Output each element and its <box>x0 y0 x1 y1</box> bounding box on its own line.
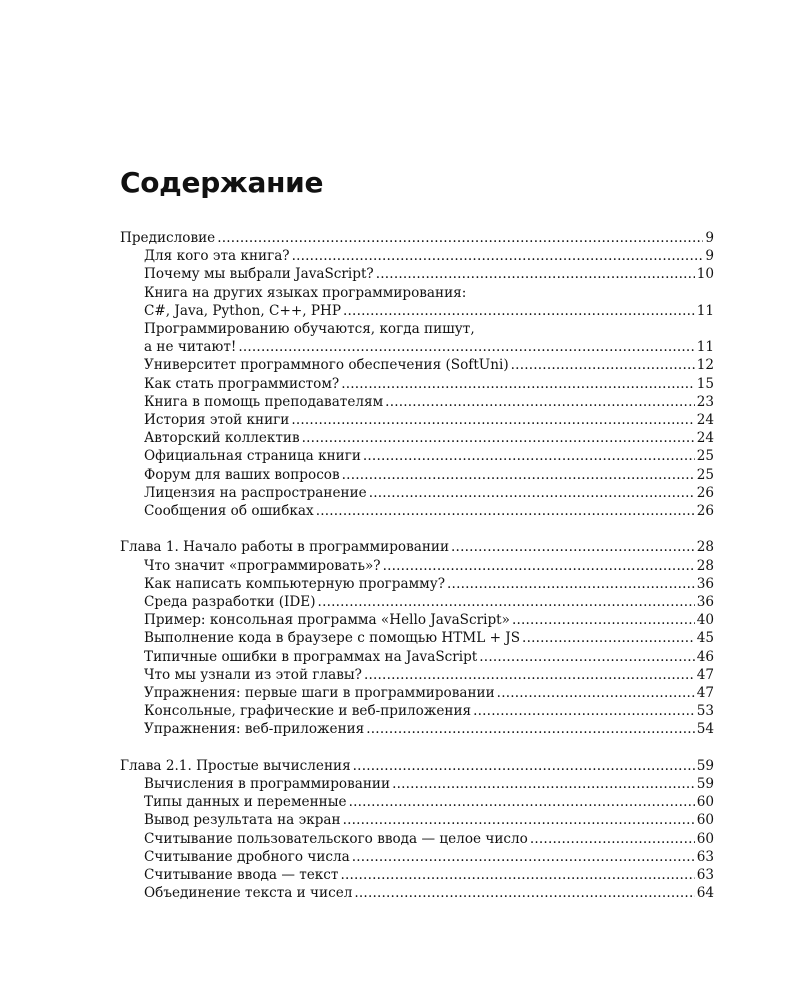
dot-leader <box>364 666 695 684</box>
toc-entry[interactable] <box>120 775 714 793</box>
toc-page-number: 25 <box>696 448 714 465</box>
toc-entry[interactable] <box>120 629 714 647</box>
toc-entry[interactable] <box>120 265 714 283</box>
toc-page-number: 59 <box>696 776 714 793</box>
dot-leader <box>341 375 695 393</box>
toc-entry-label: Лицензия на распространение <box>144 484 367 501</box>
toc-entry-label: Предисловие <box>120 230 216 246</box>
toc-entry[interactable] <box>120 284 714 320</box>
toc-entry-label-line1: Книга на других языках программирования: <box>144 284 467 301</box>
dot-leader <box>369 484 695 502</box>
dot-leader <box>392 775 695 793</box>
toc-entry-label: Что значит «программировать»? <box>144 557 381 574</box>
toc-entry-label: Консольные, графические и веб-приложения <box>144 703 472 720</box>
toc-entry[interactable] <box>120 393 714 411</box>
dot-leader <box>353 757 695 775</box>
dot-leader <box>354 884 694 902</box>
toc-entry-label: а не читают! <box>144 339 237 356</box>
dot-leader <box>318 593 695 611</box>
dot-leader <box>447 575 695 593</box>
toc-page-number: 63 <box>696 867 714 884</box>
toc-page-number: 11 <box>696 302 714 319</box>
toc-page-number: 10 <box>696 266 714 283</box>
toc-entry[interactable] <box>120 247 714 265</box>
toc-entry-label: Среда разработки (IDE) <box>144 594 316 611</box>
toc-entry-label: Выполнение кода в браузере с помощью HTML + JS <box>144 630 521 647</box>
toc-entry-label: Книга в помощь преподавателям <box>144 393 384 410</box>
toc-page-number: 36 <box>696 575 714 592</box>
toc-page-number: 46 <box>696 648 714 665</box>
toc-entry-line2 <box>144 338 714 356</box>
toc-page-number: 40 <box>696 612 714 629</box>
toc-page-number: 36 <box>696 594 714 611</box>
toc-page-number: 11 <box>696 339 714 356</box>
dot-leader <box>302 429 695 447</box>
toc-page-number: 63 <box>696 848 714 865</box>
toc-entry-label: Как стать программистом? <box>144 375 340 392</box>
dot-leader <box>522 629 695 647</box>
toc-entry-label: Типичные ошибки в программах на JavaScript <box>144 648 478 665</box>
toc-entry-label: Пример: консольная программа «Hello JavaScript» <box>144 612 510 629</box>
toc-section <box>120 538 714 738</box>
toc-entry[interactable] <box>120 557 714 575</box>
dot-leader <box>291 411 694 429</box>
toc-page-number: 59 <box>696 757 714 774</box>
toc-entry-line2 <box>144 302 714 320</box>
dot-leader <box>217 229 703 247</box>
toc-entry[interactable] <box>120 830 714 848</box>
toc-entry[interactable] <box>120 356 714 374</box>
toc-entry[interactable] <box>120 720 714 738</box>
dot-leader <box>352 848 695 866</box>
toc-entry-label: Что мы узнали из этой главы? <box>144 666 362 683</box>
toc-entry-label: Как написать компьютерную программу? <box>144 575 446 592</box>
toc-page-number: 23 <box>696 393 714 410</box>
toc-page-number: 26 <box>696 503 714 520</box>
toc-entry-label: Университет программного обеспечения (SoftUni) <box>144 357 509 374</box>
toc-entry-label: Считывание дробного числа <box>144 848 350 865</box>
toc-entry-label: Авторский коллектив <box>144 430 300 447</box>
toc-entry-label: Форум для ваших вопросов <box>144 466 340 483</box>
dot-leader <box>349 793 695 811</box>
toc-page-number: 9 <box>705 230 714 246</box>
dot-leader <box>343 811 695 829</box>
toc-entry-label-line1: Программированию обучаются, когда пишут, <box>144 321 475 338</box>
toc-entry[interactable] <box>120 502 714 520</box>
toc-entry[interactable] <box>120 648 714 666</box>
toc-entry[interactable] <box>120 320 714 356</box>
toc-page-number: 47 <box>696 666 714 683</box>
dot-leader <box>451 538 695 556</box>
dot-leader <box>292 247 704 265</box>
dot-leader <box>366 720 694 738</box>
toc-page-number: 53 <box>696 703 714 720</box>
toc-page-number: 47 <box>696 685 714 702</box>
toc-entry[interactable] <box>120 684 714 702</box>
dot-leader <box>383 557 695 575</box>
dot-leader <box>343 302 695 320</box>
toc-entry-label: Упражнения: первые шаги в программировании <box>144 685 495 702</box>
dot-leader <box>316 502 695 520</box>
toc-section <box>120 229 714 520</box>
toc-entry[interactable] <box>120 811 714 829</box>
dot-leader <box>512 611 695 629</box>
toc-page-number: 24 <box>696 412 714 429</box>
toc-entry-label: Считывание пользовательского ввода — целое число <box>144 830 528 847</box>
toc-page-number: 26 <box>696 484 714 501</box>
toc-chapter-entry[interactable] <box>120 538 714 556</box>
toc-entry[interactable] <box>120 375 714 393</box>
dot-leader <box>376 265 695 283</box>
toc-entry[interactable] <box>120 466 714 484</box>
toc-page-number: 15 <box>696 375 714 392</box>
toc-page-number: 25 <box>696 466 714 483</box>
toc-entry-label: Считывание ввода — текст <box>144 867 339 884</box>
dot-leader <box>497 684 695 702</box>
table-of-contents <box>120 229 714 921</box>
toc-entry[interactable] <box>120 411 714 429</box>
toc-entry-label: Глава 1. Начало работы в программировании <box>120 539 450 556</box>
dot-leader <box>385 393 695 411</box>
toc-section <box>120 757 714 903</box>
toc-entry-label: Объединение текста и чисел <box>144 885 353 902</box>
toc-entry[interactable] <box>120 447 714 465</box>
toc-chapter-entry[interactable] <box>120 757 714 775</box>
toc-page-number: 54 <box>696 721 714 738</box>
toc-entry-label: Вычисления в программировании <box>144 776 391 793</box>
toc-entry[interactable] <box>120 848 714 866</box>
toc-entry-label: История этой книги <box>144 412 290 429</box>
dot-leader <box>342 466 695 484</box>
toc-entry-label: Для кого эта книга? <box>144 248 290 265</box>
dot-leader <box>530 830 695 848</box>
toc-entry[interactable] <box>120 793 714 811</box>
toc-page-number: 28 <box>696 557 714 574</box>
dot-leader <box>340 866 694 884</box>
toc-entry-label: Официальная страница книги <box>144 448 361 465</box>
toc-entry[interactable] <box>120 666 714 684</box>
toc-page-number: 28 <box>696 539 714 556</box>
toc-entry[interactable] <box>120 884 714 902</box>
toc-entry[interactable] <box>120 611 714 629</box>
toc-page-number: 64 <box>696 885 714 902</box>
toc-entry-label: Вывод результата на экран <box>144 812 341 829</box>
dot-leader <box>479 648 694 666</box>
toc-entry-label: Глава 2.1. Простые вычисления <box>120 757 351 774</box>
toc-chapter-entry[interactable] <box>120 229 714 247</box>
toc-entry[interactable] <box>120 702 714 720</box>
dot-leader <box>511 356 695 374</box>
toc-page-number: 60 <box>696 812 714 829</box>
toc-page-number: 24 <box>696 430 714 447</box>
toc-entry-label: Упражнения: веб-приложения <box>144 721 365 738</box>
toc-entry-label: Сообщения об ошибках <box>144 503 314 520</box>
toc-page-number: 12 <box>696 357 714 374</box>
dot-leader <box>473 702 695 720</box>
page-title: Содержание <box>120 166 324 199</box>
toc-page-number: 9 <box>705 248 714 265</box>
toc-entry[interactable] <box>120 484 714 502</box>
toc-entry[interactable] <box>120 575 714 593</box>
toc-page-number: 60 <box>696 830 714 847</box>
dot-leader <box>363 447 695 465</box>
toc-page-number: 45 <box>696 630 714 647</box>
toc-page-number: 60 <box>696 794 714 811</box>
dot-leader <box>238 338 694 356</box>
toc-entry[interactable] <box>120 429 714 447</box>
toc-entry[interactable] <box>120 866 714 884</box>
toc-entry[interactable] <box>120 593 714 611</box>
toc-entry-label: Почему мы выбрали JavaScript? <box>144 266 374 283</box>
toc-entry-label: C#, Java, Python, C++, PHP <box>144 302 342 319</box>
toc-entry-label: Типы данных и переменные <box>144 794 347 811</box>
